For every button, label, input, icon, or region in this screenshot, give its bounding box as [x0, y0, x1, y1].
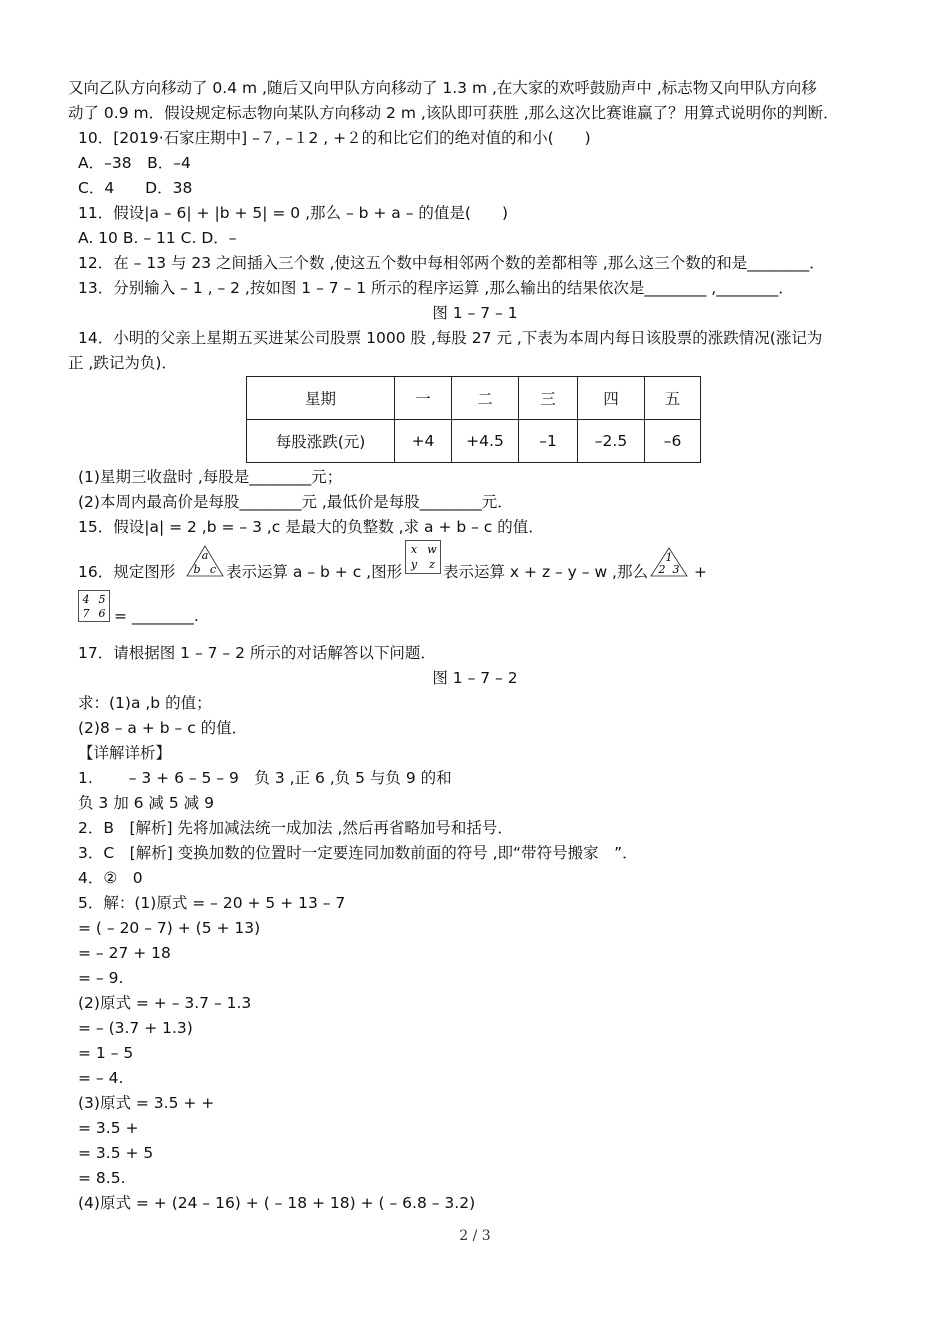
question-16-part: 表示运算 a – b + c ,图形	[226, 563, 403, 581]
question-10: 10．[2019·石家庄期中] –７, –１2 , +２的和比它们的绝对值的和小( )	[78, 129, 591, 147]
square-figure-xywz	[405, 540, 441, 574]
table-header-cell: 一	[395, 377, 452, 420]
question-11-options: A. 10 B. – 11 C. D．–	[78, 229, 237, 247]
table-header-cell: 五	[645, 377, 701, 420]
answers-heading: 【详解详析】	[78, 744, 172, 762]
question-16-part: +	[694, 563, 707, 581]
answer-3: 3．C [解析] 变换加数的位置时一定要连同加数前面的符号 ,即“带符号搬家 ”．	[78, 844, 638, 862]
question-12: 12．在 – 13 与 23 之间插入三个数 ,使这五个数中每相邻两个数的差都相等 ,那么这三个数的和是________．	[78, 254, 825, 272]
table-cell: +4	[395, 420, 452, 463]
table-cell: –1	[519, 420, 578, 463]
question-15: 15．假设|a| = 2 ,b = – 3 ,c 是最大的负整数 ,求 a + b – c 的值．	[78, 518, 544, 536]
table-cell: 每股涨跌(元)	[247, 420, 395, 463]
table-cell: –2.5	[578, 420, 645, 463]
answer-5-step: = – 27 + 18	[78, 944, 171, 962]
square-top-right-label: w	[427, 543, 437, 556]
triangle-top-label: a	[201, 549, 209, 562]
square-figure-4576	[78, 590, 110, 622]
text-line: 动了 0.9 m．假设规定标志物向某队方向移动 2 m ,该队即可获胜 ,那么这次比赛谁赢了？用算式说明你的判断．	[68, 104, 839, 122]
text-line: 又向乙队方向移动了 0.4 m ,随后又向甲队方向移动了 1.3 m ,在大家的欢呼鼓励声中 ,标志物又向甲队方向移	[68, 79, 817, 97]
answer-5-step: = 3.5 +	[78, 1119, 139, 1137]
answer-5-step: (2)原式 = + – 3.7 – 1.3	[78, 994, 252, 1012]
answer-2: 2．B [解析] 先将加减法统一成加法 ,然后再省略加号和括号．	[78, 819, 513, 837]
answer-5-step: = – 4.	[78, 1069, 124, 1087]
answer-4: 4．② 0	[78, 869, 143, 887]
triangle-right-label: c	[209, 563, 217, 576]
triangle-figure-123	[650, 546, 688, 578]
square-bottom-right-label: z	[429, 558, 435, 571]
answer-5-step: = ( – 20 – 7) + (5 + 13)	[78, 919, 261, 937]
question-16-part: 表示运算 x + z – y – w ,那么	[443, 563, 648, 581]
answer-5-step: = – 9.	[78, 969, 124, 987]
triangle-left-label: 2	[658, 563, 666, 576]
triangle-left-label: b	[193, 563, 201, 576]
triangle-figure-abc	[186, 544, 224, 578]
answer-1: 负 3 加 6 减 5 减 9	[78, 794, 214, 812]
question-14: 正 ,跌记为负)．	[68, 354, 177, 372]
answer-5-step: = 3.5 + 5	[78, 1144, 154, 1162]
table-header-cell: 四	[578, 377, 645, 420]
table-header-cell: 星期	[247, 377, 395, 420]
question-14-part-1: (1)星期三收盘时 ,每股是________元；	[78, 468, 343, 486]
triangle-top-label: 1	[665, 551, 673, 564]
square-top-left-label: 4	[82, 593, 90, 606]
square-bottom-left-label: 7	[82, 607, 90, 620]
table-header-cell: 三	[519, 377, 578, 420]
square-top-right-label: 5	[98, 593, 106, 606]
question-13: 13．分别输入 – 1 , – 2 ,按如图 1 – 7 – 1 所示的程序运算 ,那么输出的结果依次是________ ,________．	[78, 279, 794, 297]
answer-5-step: (4)原式 = + (24 – 16) + ( – 18 + 18) + ( – 6.8 – 3.2)	[78, 1194, 476, 1212]
question-17-part-1: 求：(1)a ,b 的值；	[78, 694, 212, 712]
square-bottom-left-label: y	[410, 558, 418, 571]
answer-5-step: = 1 – 5	[78, 1044, 134, 1062]
question-10-options: A．–38 B．–4	[78, 154, 191, 172]
table-cell: +4.5	[452, 420, 519, 463]
answer-5-step: (3)原式 = 3.5 + +	[78, 1094, 215, 1112]
figure-caption: 图 1 – 7 – 2	[432, 669, 518, 687]
table-header-cell: 二	[452, 377, 519, 420]
question-17-part-2: (2)8 – a + b – c 的值．	[78, 719, 248, 737]
page-number: 2 / 3	[459, 1228, 491, 1244]
question-14: 14．小明的父亲上星期五买进某公司股票 1000 股 ,每股 27 元 ,下表为本周内每日该股票的涨跌情况(涨记为	[78, 329, 823, 347]
question-17: 17．请根据图 1 – 7 – 2 所示的对话解答以下问题．	[78, 644, 436, 662]
question-16-part: = ________.	[114, 607, 199, 625]
figure-caption: 图 1 – 7 – 1	[432, 304, 518, 322]
question-11: 11．假设|a – 6| + |b + 5| = 0 ,那么 – b + a – 的值是( )	[78, 204, 508, 222]
answer-5-step: = 8.5.	[78, 1169, 126, 1187]
question-10-options: C．4 D．38	[78, 179, 193, 197]
table-row	[247, 420, 701, 463]
question-14-part-2: (2)本周内最高价是每股________元 ,最低价是每股________元．	[78, 493, 513, 511]
question-16-part: 16．规定图形	[78, 563, 176, 581]
stock-change-table	[246, 376, 701, 463]
triangle-right-label: 3	[672, 563, 680, 576]
answer-1: 1. – 3 + 6 – 5 – 9 负 3 ,正 6 ,负 5 与负 9 的和	[78, 769, 452, 787]
answer-5-step: = – (3.7 + 1.3)	[78, 1019, 193, 1037]
table-header-row	[247, 377, 701, 420]
square-bottom-right-label: 6	[98, 607, 106, 620]
answer-5: 5．解：(1)原式 = – 20 + 5 + 13 – 7	[78, 894, 346, 912]
table-cell: –6	[645, 420, 701, 463]
square-top-left-label: x	[410, 543, 418, 556]
